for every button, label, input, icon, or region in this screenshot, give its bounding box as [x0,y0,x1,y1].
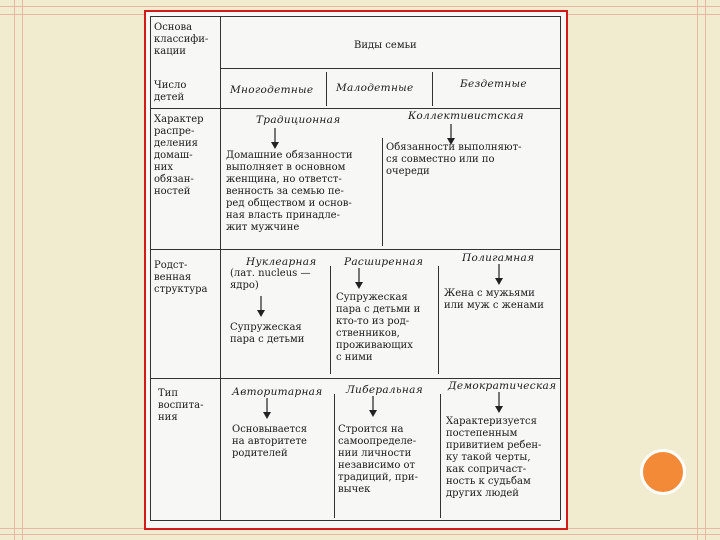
type-democratic: Демократическая [448,380,557,392]
header-basis: Основа классифи- кации [154,22,209,57]
arrow-down-icon [256,296,266,318]
label-column-divider [220,16,221,520]
type-large-family: Многодетные [230,84,314,96]
row-label-children: Число детей [154,80,187,103]
type-small-family: Малодетные [336,82,414,94]
table-border-left [150,16,151,520]
collectivist-description: Обязанности выполняют- ся совместно или по очереди [386,142,522,177]
table-border-top [150,16,560,17]
column-divider [330,266,331,374]
row-label-duties: Характер распре- деления домаш- них обязан- ностей [154,114,204,197]
type-liberal: Либеральная [346,384,423,396]
frame-line-right [697,0,698,540]
arrow-down-icon [262,398,272,420]
table-border-bottom [150,520,560,521]
row-divider [150,378,560,379]
arrow-down-icon [494,392,504,414]
frame-line-right [705,0,706,540]
column-divider [382,138,383,246]
type-collectivist: Коллективистская [408,110,524,122]
row-label-kinship: Родст- венная структура [154,260,208,295]
liberal-description: Строится на самоопределе- нии личности независимо от традиций, при- вычек [338,424,418,495]
column-divider [440,394,441,518]
header-family-types: Виды семьи [354,40,417,51]
polygamous-description: Жена с мужьями или муж с женами [444,288,544,311]
row-label-upbringing: Тип воспита- ния [158,388,204,423]
arrow-down-icon [368,396,378,418]
frame-line-left [22,0,23,540]
type-traditional: Традиционная [256,114,341,126]
type-nuclear: Нуклеарная [246,256,317,268]
row-divider [150,108,560,109]
table-border-right [560,16,561,520]
table-photo [144,10,568,530]
nuclear-description: Супружеская пара с детьми [230,322,305,345]
type-childless: Бездетные [460,78,527,90]
column-divider [432,72,433,106]
type-extended: Расширенная [344,256,424,268]
type-authoritarian: Авторитарная [232,386,323,398]
nuclear-note: (лат. nucleus — ядро) [230,268,311,291]
column-divider [326,72,327,106]
traditional-description: Домашние обязанности выполняет в основном женщина, но ответст- венность за семью пе- ред обществом и основ- ная власть принадле- жит мужчине [226,150,353,233]
header-divider [220,68,560,69]
column-divider [438,266,439,374]
row-divider [150,249,560,250]
frame-line-bottom [0,534,720,535]
arrow-down-icon [494,264,504,286]
authoritarian-description: Основывается на авторитете родителей [232,424,308,459]
type-polygamous: Полигамная [462,252,535,264]
extended-description: Супружеская пара с детьми и кто-то из род- ственников, проживающих с ними [336,292,421,363]
column-divider [334,394,335,518]
orange-circle-decoration [640,449,686,495]
frame-line-top [0,6,720,7]
democratic-description: Характеризуется постепенным привитием ребен- ку такой черты, как сопричаст- ность к судьбам других людей [446,416,542,499]
frame-line-left [14,0,15,540]
arrow-down-icon [354,268,364,290]
arrow-down-icon [270,128,280,150]
